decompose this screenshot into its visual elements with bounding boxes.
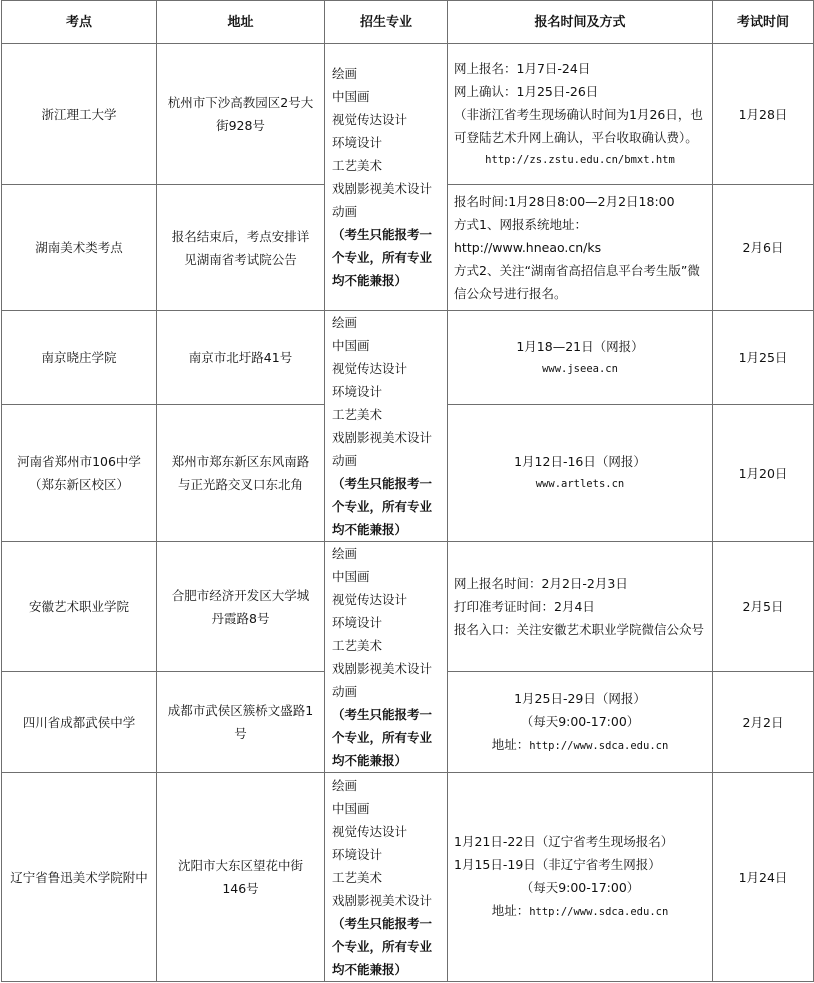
registration-url[interactable]: http://www.sdca.edu.cn	[529, 906, 669, 918]
exam-date: 2月5日	[713, 542, 814, 672]
major-item: 视觉传达设计	[332, 592, 408, 607]
major-item: 动画	[332, 204, 358, 219]
registration-info	[448, 542, 713, 672]
registration-info	[448, 405, 713, 542]
major-note: （考生只能报考一个专业，所有专业均不能兼报）	[332, 227, 433, 288]
address-line	[454, 899, 706, 924]
exam-date: 2月6日	[713, 185, 814, 311]
table-row	[2, 44, 814, 185]
info-line: 网上确认：1月25日-26日	[454, 83, 599, 99]
exam-date: 1月24日	[713, 773, 814, 982]
majors-cell	[325, 44, 448, 311]
table-row	[2, 542, 814, 672]
info-line: （每天9:00-17:00）	[520, 880, 640, 895]
major-item: 绘画	[332, 777, 358, 793]
site-name: 辽宁省鲁迅美术学院附中	[2, 773, 157, 982]
site-name: 浙江理工大学	[2, 44, 157, 185]
major-item: 绘画	[332, 315, 358, 330]
registration-info	[448, 672, 713, 773]
exam-date: 1月20日	[713, 405, 814, 542]
major-item: 环境设计	[332, 615, 383, 630]
table-header-row	[2, 1, 814, 44]
registration-info	[448, 311, 713, 405]
major-item: 环境设计	[332, 384, 383, 399]
site-name: 湖南美术类考点	[2, 185, 157, 311]
majors-cell	[325, 542, 448, 773]
registration-url[interactable]: http://zs.zstu.edu.cn/bmxt.htm	[485, 153, 675, 166]
major-item: 工艺美术	[332, 638, 383, 653]
major-item: 戏剧影视美术设计	[332, 661, 433, 676]
header-site: 考点	[2, 1, 157, 44]
info-line: 网上报名：1月7日-24日	[454, 60, 591, 76]
info-line: 1月12日-16日（网报）	[514, 454, 646, 470]
info-line: 1月21日-22日（辽宁省考生现场报名）	[454, 834, 674, 849]
major-item: 动画	[332, 684, 358, 699]
site-name: 南京晓庄学院	[2, 311, 157, 405]
registration-info	[448, 773, 713, 982]
major-item: 动画	[332, 453, 358, 468]
info-line: 网上报名时间：2月2日-2月3日	[454, 576, 628, 591]
header-registration: 报名时间及方式	[448, 1, 713, 44]
site-address: 成都市武侯区簇桥文盛路1号	[157, 672, 325, 773]
info-line: 报名入口：关注安徽艺术职业学院微信公众号	[454, 622, 705, 637]
table-row	[2, 773, 814, 982]
major-item: 工艺美术	[332, 869, 383, 885]
majors-cell	[325, 773, 448, 982]
address-label: 地址：	[491, 903, 530, 918]
major-note: （考生只能报考一个专业，所有专业均不能兼报）	[332, 915, 433, 977]
site-name: 四川省成都武侯中学	[2, 672, 157, 773]
info-line: 1月18—21日（网报）	[516, 338, 644, 354]
major-item: 中国画	[332, 338, 370, 353]
major-item: 工艺美术	[332, 407, 383, 422]
table-row	[2, 311, 814, 405]
site-name: 河南省郑州市106中学（郑东新区校区）	[2, 405, 157, 542]
major-item: 戏剧影视美术设计	[332, 892, 433, 908]
major-item: 绘画	[332, 546, 358, 561]
address-label: 地址：	[491, 736, 530, 752]
registration-url[interactable]: http://www.sdca.edu.cn	[529, 739, 669, 752]
header-majors: 招生专业	[325, 1, 448, 44]
registration-info	[448, 44, 713, 185]
header-exam-date: 考试时间	[713, 1, 814, 44]
major-item: 中国画	[332, 800, 370, 816]
site-address: 杭州市下沙高教园区2号大街928号	[157, 44, 325, 185]
major-item: 环境设计	[332, 135, 383, 150]
info-line: 1月15日-19日（非辽宁省考生网报）	[454, 857, 661, 872]
major-item: 视觉传达设计	[332, 823, 408, 839]
major-item: 工艺美术	[332, 158, 383, 173]
major-item: 戏剧影视美术设计	[332, 181, 433, 196]
registration-url[interactable]: www.jseea.cn	[542, 362, 618, 375]
header-address: 地址	[157, 1, 325, 44]
major-note: （考生只能报考一个专业，所有专业均不能兼报）	[332, 476, 433, 537]
info-line: 方式2、关注“湖南省高招信息平台考生版”微信公众号进行报名。	[454, 263, 700, 301]
info-line: 打印准考证时间：2月4日	[454, 599, 595, 614]
info-line: 报名时间:1月28日8:00—2月2日18:00	[454, 194, 675, 209]
site-address: 报名结束后，考点安排详见湖南省考试院公告	[157, 185, 325, 311]
major-item: 环境设计	[332, 846, 383, 862]
site-address: 郑州市郑东新区东风南路与正光路交叉口东北角	[157, 405, 325, 542]
site-name: 安徽艺术职业学院	[2, 542, 157, 672]
site-address: 南京市北圩路41号	[157, 311, 325, 405]
registration-url[interactable]: www.artlets.cn	[535, 478, 625, 491]
address-line	[454, 733, 706, 758]
major-item: 中国画	[332, 89, 370, 104]
exam-date: 2月2日	[713, 672, 814, 773]
registration-info	[448, 185, 713, 311]
info-line: 1月25日-29日（网报）	[514, 690, 646, 706]
major-item: 视觉传达设计	[332, 112, 408, 127]
exam-sites-table	[1, 0, 814, 982]
exam-date: 1月28日	[713, 44, 814, 185]
info-line: （每天9:00-17:00）	[520, 713, 640, 729]
majors-cell	[325, 311, 448, 542]
major-item: 绘画	[332, 66, 358, 81]
exam-date: 1月25日	[713, 311, 814, 405]
major-item: 戏剧影视美术设计	[332, 430, 433, 445]
major-note: （考生只能报考一个专业，所有专业均不能兼报）	[332, 707, 433, 768]
site-address: 沈阳市大东区望花中街146号	[157, 773, 325, 982]
major-item: 中国画	[332, 569, 370, 584]
info-line: （非浙江省考生现场确认时间为1月26日，也可登陆艺术升网上确认，平台收取确认费）。	[454, 106, 703, 145]
site-address: 合肥市经济开发区大学城丹霞路8号	[157, 542, 325, 672]
major-item: 视觉传达设计	[332, 361, 408, 376]
info-line: 方式1、网报系统地址：http://www.hneao.cn/ks	[454, 217, 602, 255]
